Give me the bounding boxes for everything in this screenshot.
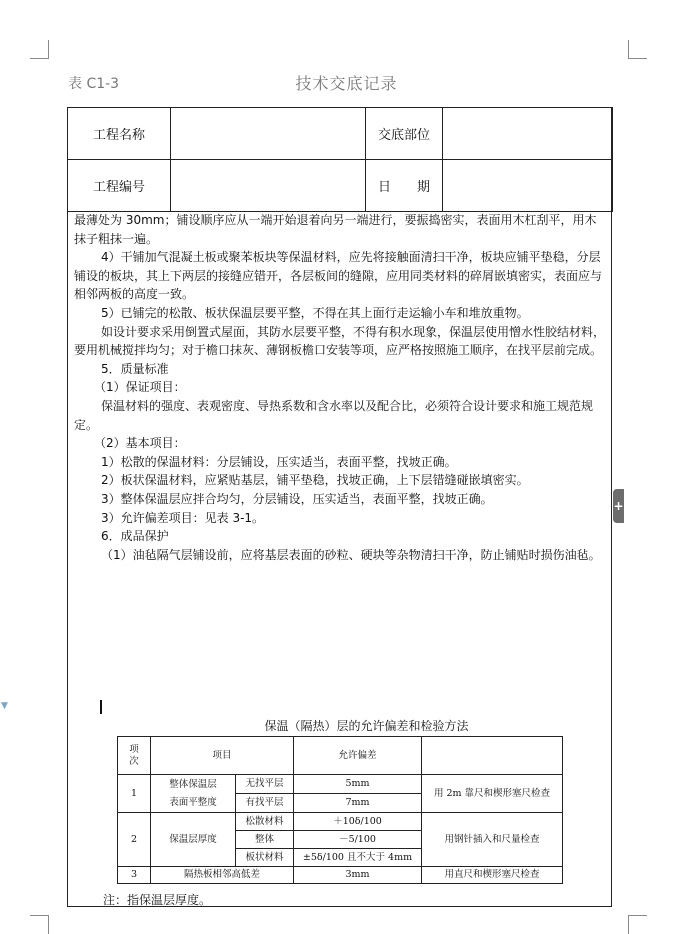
info-table [67, 107, 613, 212]
body-paragraph: 如设计要求采用倒置式屋面，其防水层要平整，不得有积水现象，保温层使用憎水性胶结材料，要用机械搅拌均匀；对于檐口抹灰、薄钢板檐口安装等项，应严格按照施工顺序，在找平层前完成。 [74, 324, 606, 358]
row-sub-item: 有找平层 [236, 794, 294, 813]
row-method: 用钢针插入和尺量检查 [422, 813, 563, 867]
body-paragraph: 4）干铺加气混凝土板或聚苯板块等保温材料，应先将接触面清扫干净，板块应铺平垫稳，分层铺设的板块，其上下两层的接缝应错开，各层板间的缝隙，应用同类材料的碎屑嵌填密实，表面应与相邻两板的高度一致。 [74, 250, 603, 302]
row-tolerance: ＋10δ/100 [294, 813, 422, 831]
page-corner-mark-bottom-right [628, 915, 647, 934]
body-paragraph: 5）已铺完的松散、板状保温层要平整，不得在其上面行走运输小车和堆放重物。 [101, 305, 529, 320]
section-heading: 5．质量标准 [101, 361, 169, 376]
row-sub-item: 无找平层 [236, 775, 294, 794]
header-method [422, 737, 563, 775]
table-row [118, 813, 563, 831]
row-no: 2 [118, 813, 151, 867]
row-item: 保温层厚度 [151, 813, 236, 867]
header-tolerance: 允许偏差 [294, 737, 422, 775]
row-method: 用直尺和楔形塞尺检查 [422, 867, 563, 884]
project-no-label: 工程编号 [68, 160, 171, 212]
row-no: 1 [118, 775, 151, 813]
standards-table-title: 保温（隔热）层的允许偏差和检验方法 [264, 719, 469, 733]
project-no-field[interactable] [171, 160, 366, 212]
project-name-label: 工程名称 [68, 108, 171, 160]
table-note: 注：指保温层厚度。 [103, 893, 212, 907]
row-tolerance: 3mm [294, 867, 422, 884]
disclosure-body [74, 211, 608, 564]
row-tolerance: －5/100 [294, 831, 422, 849]
page-corner-mark-top-right [628, 40, 647, 59]
table-row [118, 775, 563, 794]
header-no: 项 次 [118, 737, 151, 775]
row-tolerance: 5mm [294, 775, 422, 794]
row-tolerance: ±5δ/100 且不大于 4mm [294, 849, 422, 867]
body-paragraph: （1）油毡隔气层铺设前，应将基层表面的砂粒、硬块等杂物清扫干净，防止铺贴时损伤油毡。 [101, 547, 601, 562]
row-item: 隔热板相邻高低差 [151, 867, 294, 884]
row-sub-item: 板状材料 [236, 849, 294, 867]
row-method: 用 2m 靠尺和楔形塞尺检查 [422, 775, 563, 813]
text-cursor [100, 700, 102, 714]
plus-icon: + [613, 499, 624, 513]
date-field[interactable] [443, 160, 613, 212]
info-row-number [68, 160, 613, 212]
row-no: 3 [118, 867, 151, 884]
row-sub-item: 松散材料 [236, 813, 294, 831]
standards-table [117, 736, 563, 884]
row-tolerance: 7mm [294, 794, 422, 813]
list-item: 3）允许偏差项目：见表 3-1。 [101, 510, 265, 525]
list-item: 3）整体保温层应拌合均匀，分层铺设，压实适当，表面平整，找坡正确。 [101, 491, 493, 506]
section-heading: 6．成品保护 [101, 529, 169, 544]
info-row-project [68, 108, 613, 160]
margin-expand-icon[interactable]: ▼ [1, 701, 8, 711]
date-label: 日 期 [366, 160, 443, 212]
location-field[interactable] [443, 108, 613, 160]
document-title: 技术交底记录 [295, 74, 398, 93]
row-item: 整体保温层 表面平整度 [151, 775, 236, 813]
subsection-heading: （1）保证项目： [94, 380, 186, 395]
body-paragraph: 保温材料的强度、表观密度、导热系数和含水率以及配合比，必须符合设计要求和施工规范规定。 [74, 398, 594, 432]
subsection-heading: （2）基本项目： [94, 436, 186, 451]
table-row [118, 867, 563, 884]
row-sub-item: 整体 [236, 831, 294, 849]
side-panel-tab[interactable] [613, 489, 624, 523]
page-corner-mark-top-left [30, 40, 49, 59]
page-corner-mark-bottom-left [30, 915, 49, 934]
form-code: 表 C1-3 [68, 76, 120, 92]
list-item: 1）松散的保温材料：分层铺设，压实适当，表面平整，找坡正确。 [101, 454, 457, 469]
header-item: 项目 [151, 737, 294, 775]
project-name-field[interactable] [171, 108, 366, 160]
list-item: 2）板状保温材料，应紧贴基层，铺平垫稳，找坡正确，上下层错缝碰嵌填密实。 [101, 473, 529, 488]
location-label: 交底部位 [366, 108, 443, 160]
body-paragraph: 最薄处为 30mm；铺设顺序应从一端开始退着向另一端进行，要振捣密实，表面用木杠刮平，用木抹子粗抹一遍。 [74, 213, 597, 246]
table-header-row [118, 737, 563, 775]
